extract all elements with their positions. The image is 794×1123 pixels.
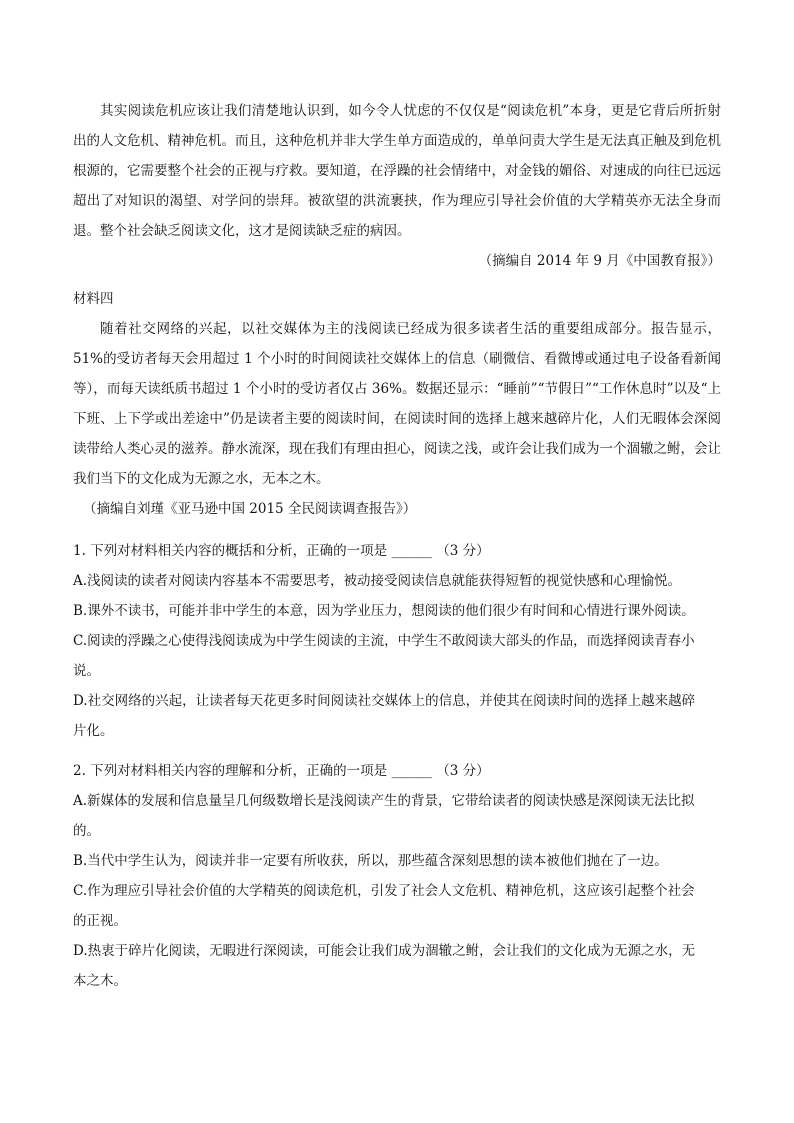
question-two-stem: 2. 下列对材料相关内容的理解和分析，正确的一项是 ______ （3 分） — [73, 763, 490, 779]
material-four-source: （摘编自刘瑾《亚马逊中国 2015 全民阅读调查报告》） — [83, 501, 417, 517]
question-one-option-d: D.社交网络的兴起，让读者每天花更多时间阅读社交媒体上的信息，并使其在阅读时间的选择上越来越碎 — [73, 693, 696, 709]
question-one-stem: 1. 下列对材料相关内容的概括和分析，正确的一项是 ______ （3 分） — [73, 543, 490, 559]
material-three-section — [73, 96, 721, 276]
question-two-option-d: D.热衷于碎片化阅读，无暇进行深阅读，可能会让我们成为涸辙之鲋，会让我们的文化成为无源之水，无 — [73, 943, 696, 959]
question-one-option-d-cont: 片化。 — [73, 723, 114, 739]
question-one-option-c-cont: 说。 — [73, 663, 100, 679]
question-two-option-b: B.当代中学生认为，阅读并非一定要有所收获，所以，那些蕴含深刻思想的读本被他们抛在了一边。 — [73, 853, 668, 869]
material-four-paragraph: 随着社交网络的兴起，以社交媒体为主的浅阅读已经成为很多读者生活的重要组成部分。报告显示，51%的受访者每天会用超过 1 个小时的时间阅读社交媒体上的信息（刷微信、看微博或通过电子设备看新闻等），而每天读纸质书超过 1 个小时的受访者仅占 36%。数据还显示：“睡前”“节假日”“工作休息时”以及“上下班、上下学或出差途中”仍是读者主要的阅读时间，在阅读时间的选择上越来越碎片化，人们无暇体会深阅读带给人类心灵的滋养。静水流深，现在我们有理由担心，阅读之浅，或许会让我们成为一个涸辙之鲋，会让我们当下的文化成为无源之水，无本之木。 — [73, 321, 721, 487]
question-one-option-a: A.浅阅读的读者对阅读内容基本不需要思考，被动接受阅读信息就能获得短暂的视觉快感和心理愉悦。 — [73, 573, 682, 589]
question-two-option-a: A.新媒体的发展和信息量呈几何级数增长是浅阅读产生的背景，它带给读者的阅读快感是深阅读无法比拟 — [73, 793, 695, 809]
material-three-source: （摘编自 2014 年 9 月《中国教育报》） — [478, 253, 721, 269]
question-two-option-c: C.作为理应引导社会价值的大学精英的阅读危机，引发了社会人文危机、精神危机，这应该引起整个社会 — [73, 883, 695, 899]
question-two-option-a-cont: 的。 — [73, 823, 100, 839]
question-one — [73, 536, 721, 746]
question-two-option-c-cont: 的正视。 — [73, 913, 127, 929]
question-one-option-c: C.阅读的浮躁之心使得浅阅读成为中学生阅读的主流，中学生不敢阅读大部头的作品，而选择阅读青春小 — [73, 633, 695, 649]
material-four-heading: 材料四 — [73, 291, 114, 307]
question-two — [73, 756, 721, 996]
material-four-section — [73, 284, 721, 524]
material-three-paragraph: 其实阅读危机应该让我们清楚地认识到，如今令人忧虑的不仅仅是“阅读危机”本身，更是它背后所折射出的人文危机、精神危机。而且，这种危机并非大学生单方面造成的，单单问责大学生是无法真正触及到危机根源的，它需要整个社会的正视与疗救。要知道，在浮躁的社会情绪中，对金钱的媚俗、对速成的向往已远远超出了对知识的渴望、对学问的崇拜。被欲望的洪流裹挟，作为理应引导社会价值的大学精英亦无法全身而退。整个社会缺乏阅读文化，这才是阅读缺乏症的病因。 — [73, 103, 721, 239]
question-one-option-b: B.课外不读书，可能并非中学生的本意，因为学业压力，想阅读的他们很少有时间和心情进行课外阅读。 — [73, 603, 695, 619]
question-two-option-d-cont: 本之木。 — [73, 973, 127, 989]
